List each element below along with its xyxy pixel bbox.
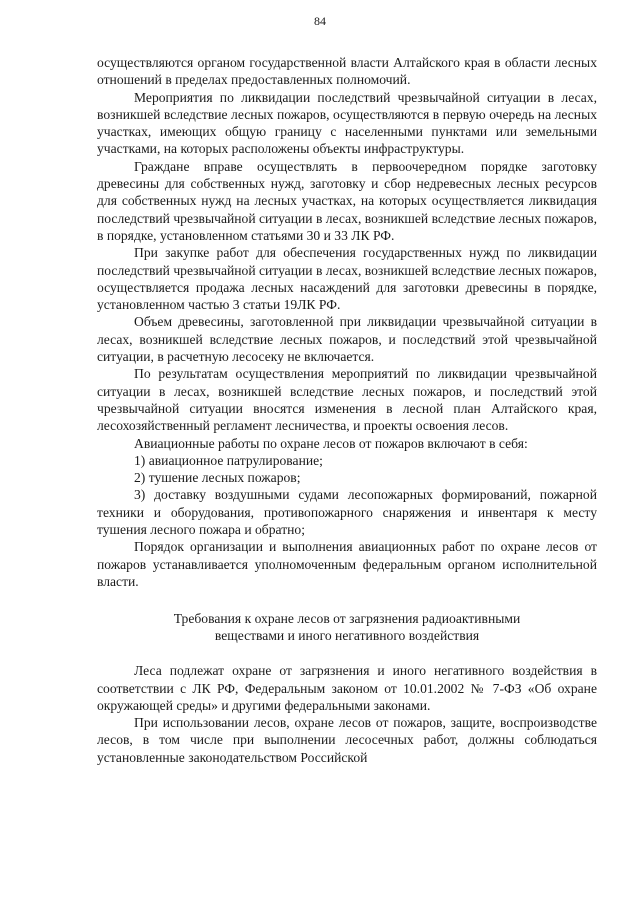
paragraphs-before — [97, 54, 597, 590]
list-item: 2) тушение лесных пожаров; — [134, 470, 301, 486]
paragraphs-after — [97, 662, 597, 766]
paragraph: При использовании лесов, охране лесов от пожаров, защите, воспроизводстве лесов, в том числе при выполнении лесосечных работ, должны соблюдаться установленные законодательством Российской — [97, 715, 597, 765]
paragraph: Объем древесины, заготовленной при ликвидации чрезвычайной ситуации в лесах, возникшей вследствие лесных пожаров, и последствий этой чрезвычайной ситуации, в расчетную лесосеку не включается. — [97, 314, 597, 365]
paragraph: Порядок организации и выполнения авиационных работ по охране лесов от пожаров устанавливается уполномоченным федеральным органом исполнительной власти. — [97, 539, 597, 589]
paragraph: Мероприятия по ликвидации последствий чрезвычайной ситуации в лесах, возникшей вследствие лесных пожаров, осуществляются в первую очередь на лесных участках, имеющих общую границу с населенными пунктами или земельными участками, на которых расположены объекты инфраструктуры. — [97, 89, 597, 157]
body-text — [97, 54, 597, 766]
paragraph: При закупке работ для обеспечения государственных нужд по ликвидации последствий чрезвычайной ситуации в лесах, возникшей вследствие лесных пожаров, осуществляется продажа лесных насаждений для заготовки древесины в порядке, установленном частью 3 статьи 19ЛК РФ. — [97, 245, 597, 313]
paragraph: Леса подлежат охране от загрязнения и иного негативного воздействия в соответствии с ЛК РФ, Федеральным законом от 10.01.2002 № 7-ФЗ «Об охране окружающей среды» и другими федеральными законами. — [97, 663, 597, 713]
section-heading-line: Требования к охране лесов от загрязнения радиоактивными — [173, 611, 521, 627]
list-item: 3) доставку воздушными судами лесопожарных формирований, пожарной техники и оборудования, противопожарного снаряжения и инвентаря к месту тушения лесного пожара и обратно; — [97, 487, 597, 538]
paragraph: осуществляются органом государственной власти Алтайского края в области лесных отношений в пределах предоставленных полномочий. — [97, 55, 597, 88]
paragraph: Граждане вправе осуществлять в первоочередном порядке заготовку древесины для собственных нужд, заготовку и сбор недревесных лесных ресурсов для собственных нужд на лесных участках, на которых осуществляется ликвидация последствий чрезвычайной ситуации в лесах, возникшей вследствие лесных пожаров, в порядке, установленном статьями 30 и 33 ЛК РФ. — [97, 158, 597, 243]
section-heading-line: веществами и иного негативного воздействия — [214, 627, 480, 643]
page-number: 84 — [314, 14, 326, 28]
list-item: 1) авиационное патрулирование; — [134, 452, 323, 468]
section-heading — [97, 611, 597, 644]
paragraph: По результатам осуществления мероприятий по ликвидации чрезвычайной ситуации в лесах, возникшей вследствие лесных пожаров, и последствий этой чрезвычайной ситуации вносятся изменения в лесной план Алтайского края, лесохозяйственный регламент лесничества, и проекты освоения лесов. — [97, 366, 597, 434]
paragraph: Авиационные работы по охране лесов от пожаров включают в себя: — [134, 435, 528, 451]
